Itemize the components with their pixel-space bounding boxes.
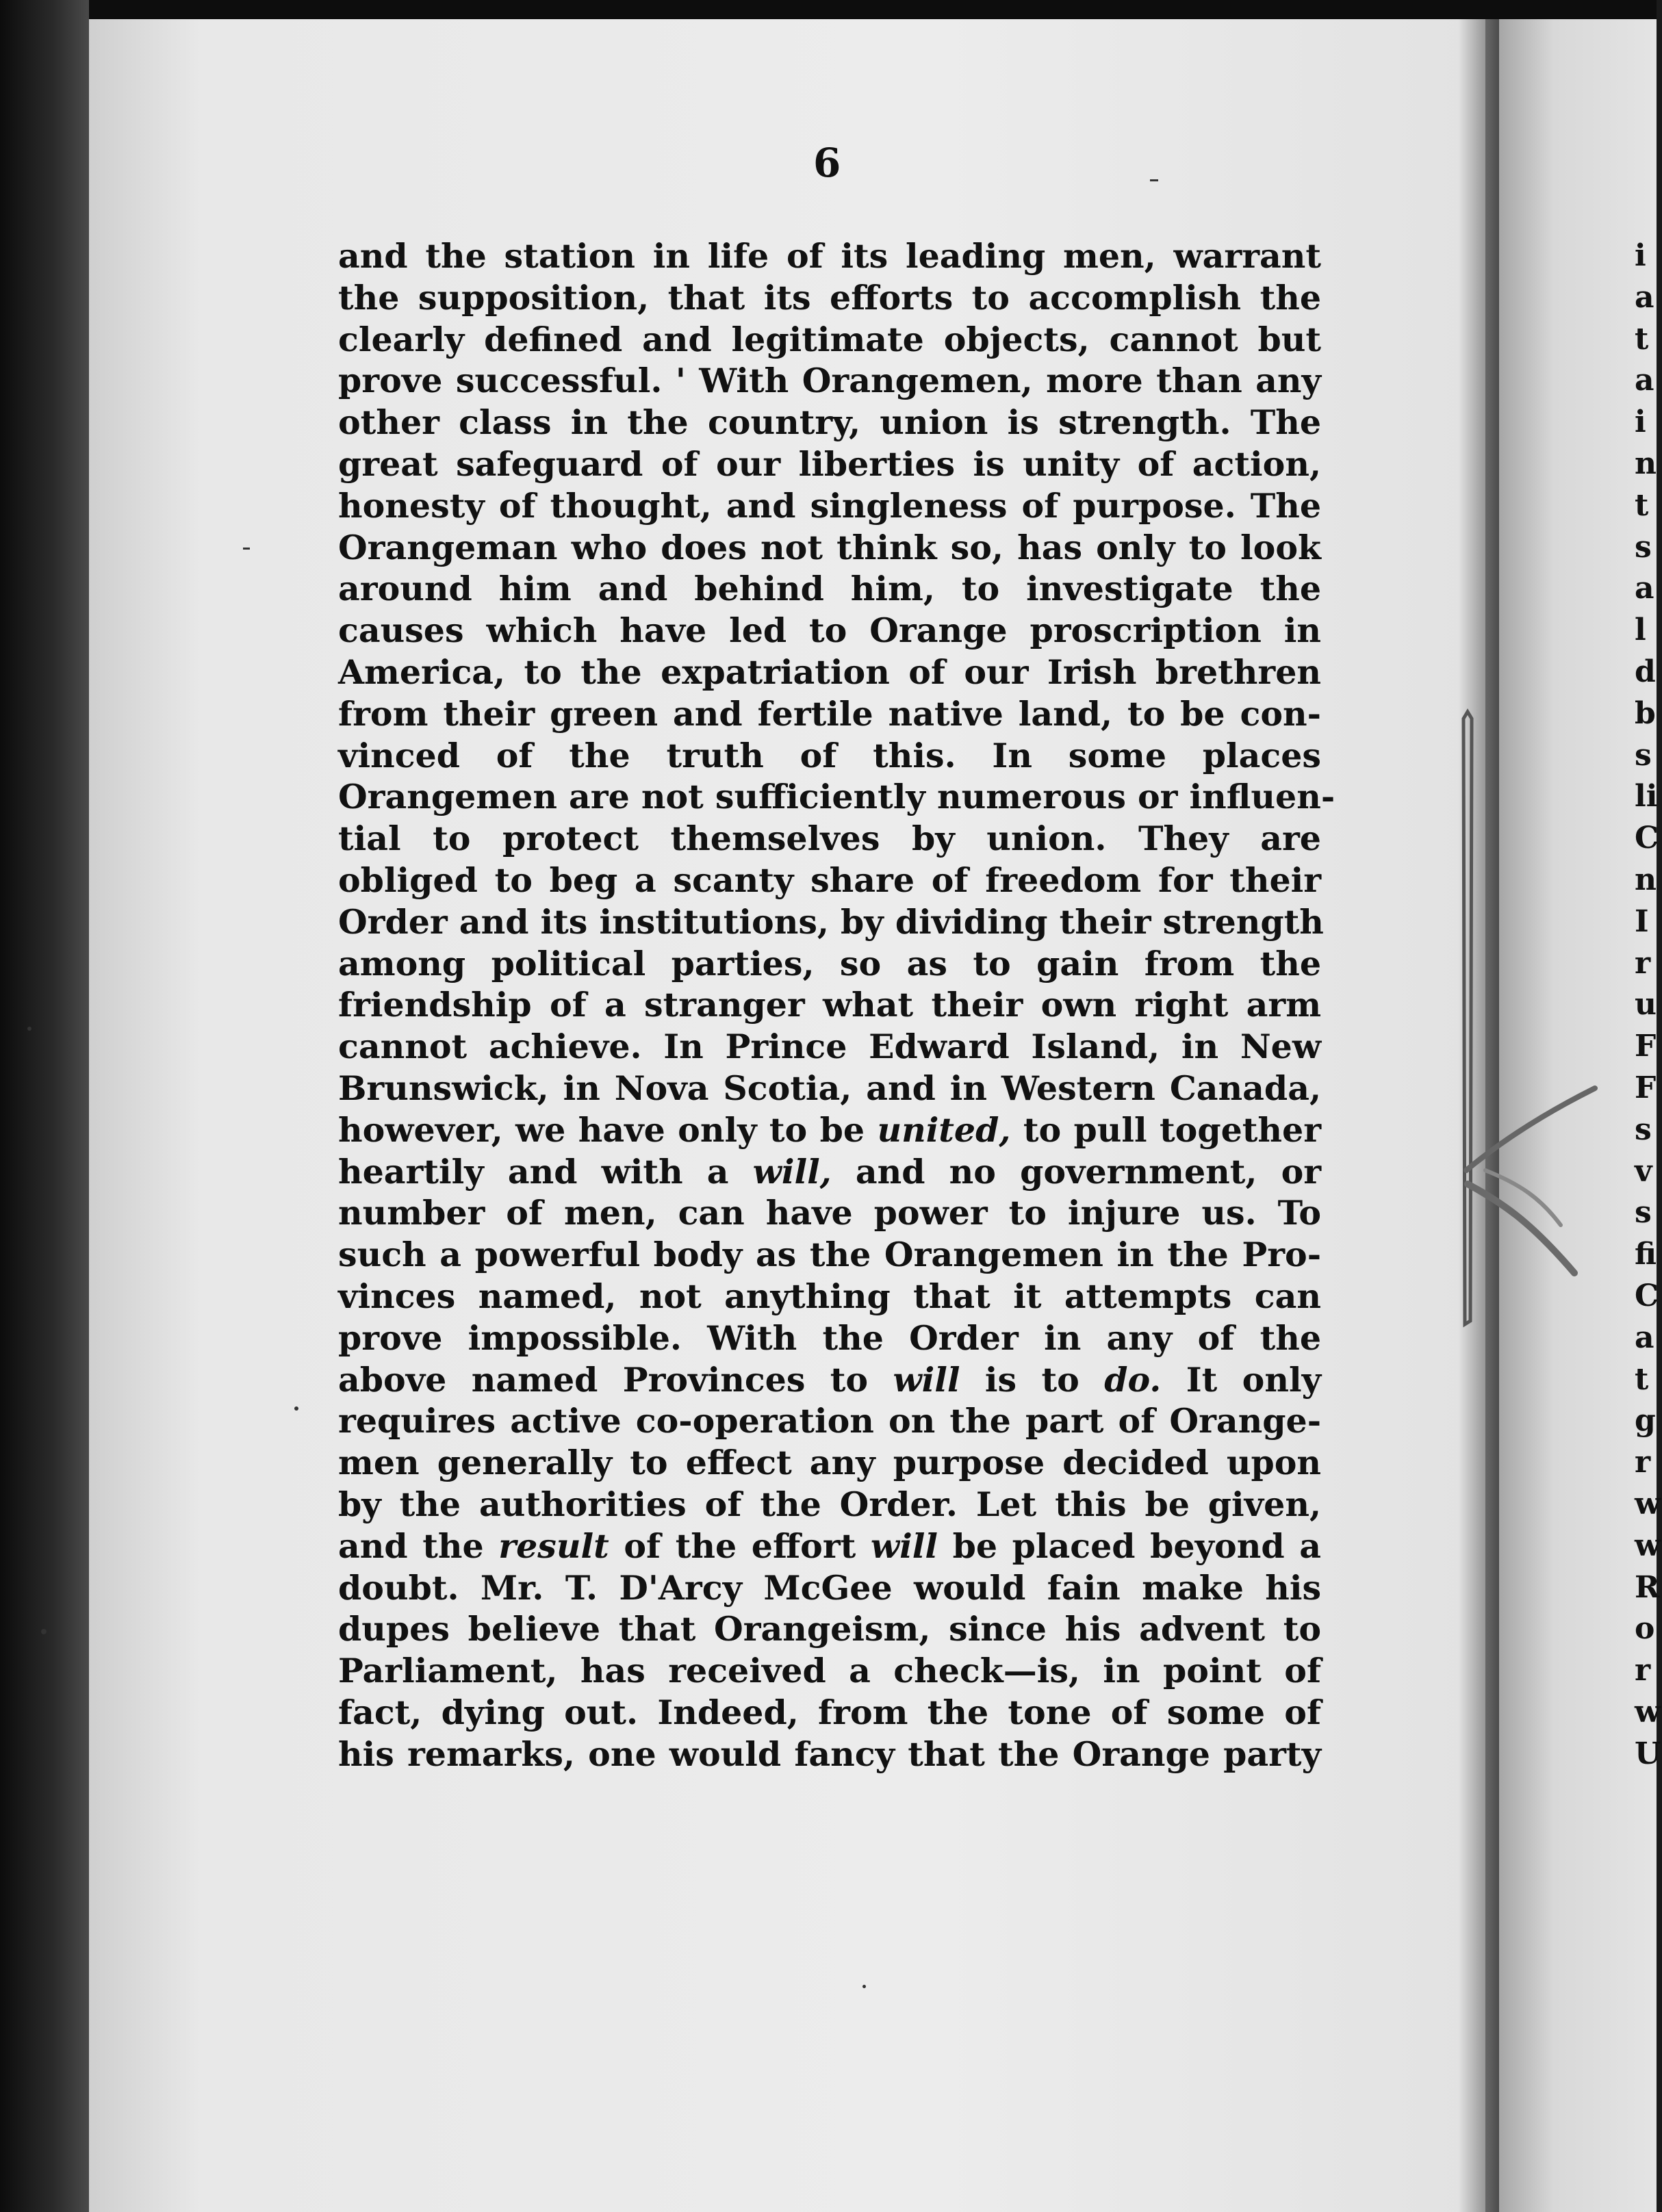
- facing-page-fragment: v: [1635, 1153, 1652, 1189]
- facing-page-fragment: s: [1635, 1195, 1652, 1231]
- facing-page-fragment: l: [1635, 613, 1646, 648]
- facing-page-fragment: fi: [1635, 1237, 1657, 1272]
- pencil-margin-mark: [1458, 705, 1615, 1348]
- text-line: cannot achieve. In Prince Edward Island, in New: [338, 1027, 1322, 1067]
- text-line: however, we have only to be united, to pull together: [338, 1109, 1322, 1150]
- text-line: clearly defined and legitimate objects, cannot but: [338, 319, 1321, 359]
- facing-page-fragment: s: [1635, 1111, 1652, 1147]
- speck: [1150, 179, 1158, 181]
- facing-page-fragment: t: [1635, 1361, 1649, 1397]
- facing-page-fragment: o: [1635, 1611, 1655, 1647]
- body-text: [338, 235, 1335, 1775]
- facing-page-fragment: F: [1635, 1029, 1657, 1064]
- facing-page-fragment: r: [1635, 1445, 1651, 1480]
- text-line: friendship of a stranger what their own right arm: [338, 985, 1322, 1025]
- text-line: above named Provinces to will is to do. It only: [338, 1359, 1322, 1400]
- facing-page-fragment: n: [1635, 862, 1657, 897]
- pencil-arrow-upper: [1466, 1088, 1595, 1170]
- text-line: vinced of the truth of this. In some places: [338, 735, 1322, 775]
- facing-page-fragment: s: [1635, 529, 1652, 565]
- facing-page-fragment: F: [1635, 1070, 1657, 1105]
- facing-page-fragment: R: [1635, 1569, 1660, 1605]
- text-line: among political parties, so as to gain from the: [338, 943, 1322, 983]
- text-line: from their green and fertile native land, to be con-: [338, 693, 1321, 734]
- facing-page-fragment: t: [1635, 321, 1649, 357]
- speck: [27, 1027, 31, 1031]
- facing-page-fragment: t: [1635, 487, 1649, 523]
- facing-page-fragment: w: [1635, 1695, 1661, 1729]
- facing-page-fragment: r: [1635, 1653, 1651, 1688]
- facing-page-fragment: n: [1635, 446, 1657, 481]
- text-line: Order and its institutions, by dividing their strength: [338, 901, 1324, 942]
- facing-page-fragment: C: [1635, 1278, 1659, 1313]
- text-line: America, to the expatriation of our Irish brethren: [338, 652, 1322, 692]
- text-line: great safeguard of our liberties is unity of action,: [338, 443, 1321, 484]
- text-line: honesty of thought, and singleness of purpose. The: [338, 485, 1322, 526]
- facing-page-fragment: r: [1635, 945, 1651, 981]
- facing-page-fragment: a: [1635, 571, 1654, 606]
- text-line: vinces named, not anything that it attempts can: [338, 1276, 1321, 1316]
- facing-page-fragment: d: [1635, 654, 1656, 689]
- speck: [243, 548, 250, 550]
- page-number: 6: [813, 140, 841, 186]
- facing-page-fragment: I: [1635, 903, 1649, 939]
- text-line: and the station in life of its leading men, warrant: [338, 236, 1322, 276]
- text-line: such a powerful body as the Orangemen in the Pro-: [338, 1235, 1322, 1275]
- text-line: Brunswick, in Nova Scotia, and in Western Canada,: [338, 1068, 1322, 1108]
- text-line: prove successful. ' With Orangemen, more than any: [338, 361, 1321, 401]
- facing-page-fragment: s: [1635, 737, 1652, 773]
- facing-page-fragment: C: [1635, 821, 1659, 856]
- text-line: Orangeman who does not think so, has only to look: [338, 527, 1321, 567]
- text-line: his remarks, one would fancy that the Orange party: [338, 1734, 1322, 1774]
- pencil-vertical-stroke: [1463, 712, 1472, 1324]
- speck: [294, 1406, 298, 1411]
- facing-page-fragment: u: [1635, 987, 1657, 1023]
- scan-border-left: [0, 0, 89, 2212]
- facing-page-fragment: i: [1635, 238, 1646, 273]
- speck: [41, 1629, 47, 1634]
- facing-page-fragment: U: [1635, 1736, 1661, 1771]
- facing-page-fragment: a: [1635, 363, 1654, 398]
- speck: [862, 1985, 866, 1988]
- text-line: other class in the country, union is strength. The: [338, 402, 1322, 443]
- text-line: heartily and with a will, and no government, or: [338, 1151, 1322, 1192]
- facing-page-fragment: g: [1635, 1403, 1656, 1439]
- text-line: fact, dying out. Indeed, from the tone of some of: [338, 1692, 1322, 1732]
- text-line: and the result of the effort will be placed beyond a: [338, 1526, 1321, 1566]
- text-line: Orangemen are not sufficiently numerous or influen-: [338, 777, 1335, 817]
- facing-page-fragment: w: [1635, 1528, 1661, 1563]
- text-line: around him and behind him, to investigate the: [338, 569, 1321, 609]
- facing-page-fragment: i: [1635, 404, 1646, 440]
- text-line: Parliament, has received a check—is, in point of: [338, 1651, 1322, 1691]
- text-line: causes which have led to Orange proscription in: [338, 610, 1321, 651]
- facing-page-fragment: li: [1635, 779, 1658, 814]
- text-line: prove impossible. With the Order in any of the: [338, 1317, 1322, 1358]
- text-line: men generally to effect any purpose decided upon: [338, 1443, 1322, 1483]
- pencil-arrow-lower: [1468, 1184, 1574, 1273]
- text-line: doubt. Mr. T. D'Arcy McGee would fain make his: [338, 1567, 1322, 1608]
- text-line: number of men, can have power to injure us. To: [338, 1193, 1322, 1233]
- facing-page-fragment: a: [1635, 279, 1654, 315]
- facing-page-fragment: b: [1635, 695, 1656, 731]
- facing-page-fragment: a: [1635, 1320, 1654, 1355]
- text-line: the supposition, that its efforts to accomplish the: [338, 277, 1321, 318]
- text-line: by the authorities of the Order. Let this be given,: [338, 1484, 1322, 1524]
- text-line: requires active co-operation on the part of Orange-: [338, 1401, 1322, 1441]
- text-line: obliged to beg a scanty share of freedom for their: [338, 860, 1322, 900]
- facing-page-fragment: w: [1635, 1487, 1661, 1521]
- text-line: tial to protect themselves by union. They are: [338, 819, 1321, 859]
- text-line: dupes believe that Orangeism, since his advent to: [338, 1609, 1322, 1649]
